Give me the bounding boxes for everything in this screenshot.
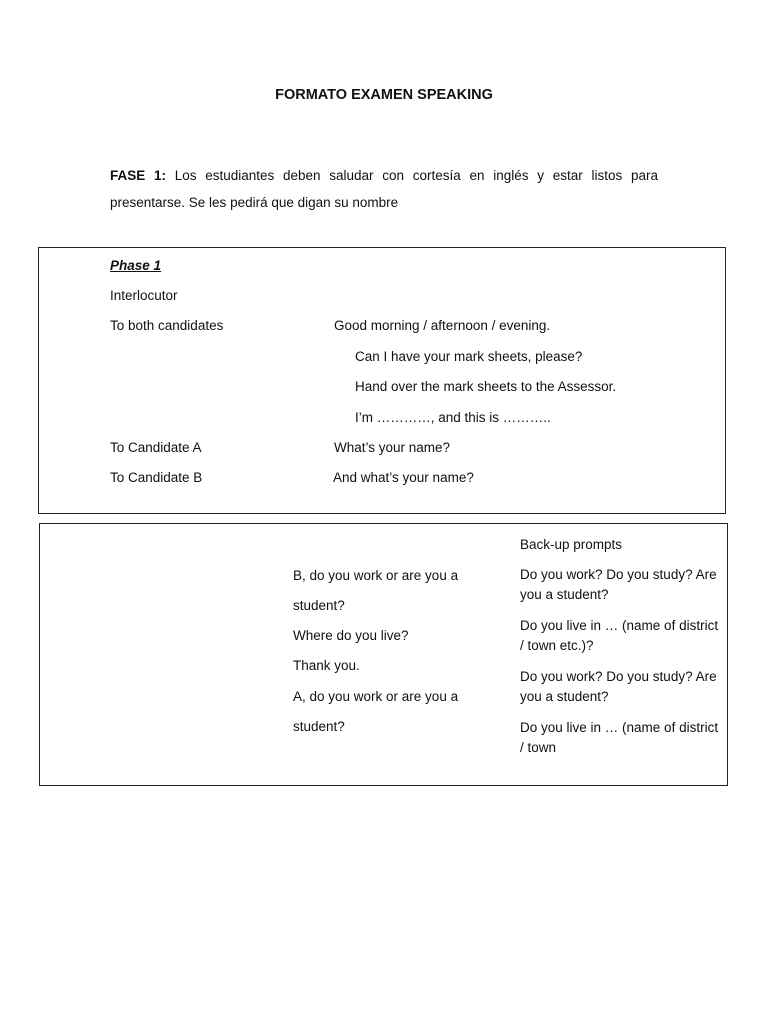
question-4: A, do you work or are you a <box>293 689 459 704</box>
backup-prompt-2: Do you work? Do you study? Are you a student? <box>520 669 717 704</box>
phase1-say-0: Good morning / afternoon / evening. <box>334 318 551 333</box>
interlocutor-label: Interlocutor <box>110 288 178 303</box>
phase1-say-1: Can I have your mark sheets, please? <box>355 349 583 364</box>
phase2-box <box>39 523 728 786</box>
intro-paragraph <box>110 162 658 216</box>
phase1-heading: Phase 1 <box>110 258 162 273</box>
phase1-say-3: I’m …………, and this is ……….. <box>355 410 551 425</box>
backup-prompt-1: Do you live in … (name of district / town etc.)? <box>520 618 719 653</box>
phase1-who-0: To both candidates <box>110 318 224 333</box>
intro-label: FASE 1: <box>110 168 166 183</box>
question-0: B, do you work or are you a <box>293 568 459 583</box>
question-2: Where do you live? <box>293 628 409 643</box>
phase1-say-5: And what’s your name? <box>333 470 474 485</box>
backup-prompt-0: Do you work? Do you study? Are you a student? <box>520 567 717 602</box>
document-title: FORMATO EXAMEN SPEAKING <box>275 87 493 103</box>
question-3: Thank you. <box>293 658 360 673</box>
phase1-say-4: What’s your name? <box>334 440 451 455</box>
backup-heading: Back-up prompts <box>520 537 623 552</box>
phase1-who-5: To Candidate B <box>110 470 203 485</box>
phase1-box <box>38 247 726 514</box>
question-1: student? <box>293 598 345 613</box>
backup-prompt-3: Do you live in … (name of district / town <box>520 720 719 755</box>
intro-text-1: Los estudiantes deben saludar con cortesía en inglés y estar listos para <box>174 168 658 183</box>
intro-line-1 <box>110 162 658 189</box>
phase1-who-4: To Candidate A <box>110 440 202 455</box>
intro-line-2: presentarse. Se les pedirá que digan su nombre <box>110 195 399 210</box>
phase1-say-2: Hand over the mark sheets to the Assessor. <box>355 379 617 394</box>
question-5: student? <box>293 719 345 734</box>
